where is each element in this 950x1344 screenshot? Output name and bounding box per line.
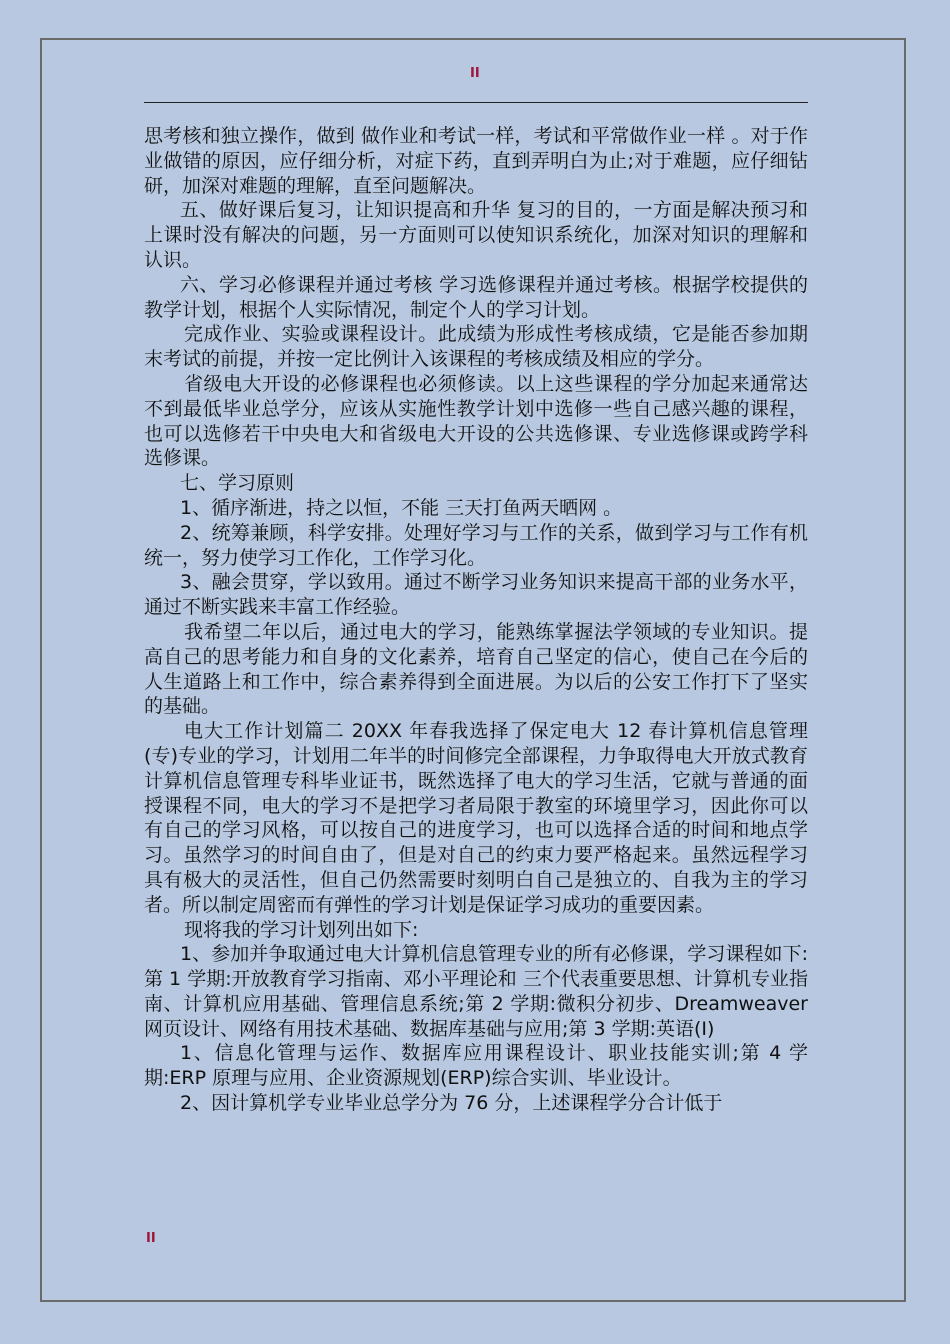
paragraph-4: 完成作业、实验或课程设计。此成绩为形成性考核成绩，它是能否参加期末考试的前提，并按一定比例计入该课程的考核成绩及相应的学分。	[144, 323, 808, 371]
paragraph-2: 五、做好课后复习，让知识提高和升华 复习的目的，一方面是解决预习和上课时没有解决的问题，另一方面则可以使知识系统化，加深对知识的理解和认识。	[144, 199, 808, 271]
header-mark: II	[470, 66, 480, 81]
paragraph-11: 电大工作计划篇二 20XX 年春我选择了保定电大 12 春计算机信息管理(专)专业的学习，计划用二年半的时间修完全部课程，力争取得电大开放式教育计算机信息管理专科毕业证书，既然选择了电大的学习生活，它就与普通的面授课程不同，电大的学习不是把学习者局限于教室的环境里学习，因此你可以有自己的学习风格，可以按自己的进度学习，也可以选择合适的时间和地点学习。虽然学习的时间自由了，但是对自己的约束力要严格起来。虽然远程学习具有极大的灵活性，但自己仍然需要时刻明白自己是独立的、自我为主的学习者。所以制定周密而有弹性的学习计划是保证学习成功的重要因素。	[144, 720, 808, 916]
paragraph-15: 2、因计算机学专业毕业总学分为 76 分，上述课程学分合计低于	[180, 1092, 723, 1115]
paragraph-8: 2、统筹兼顾，科学安排。处理好学习与工作的关系，做到学习与工作有机统一，努力使学习工作化，工作学习化。	[144, 521, 808, 569]
paragraph-12: 现将我的学习计划列出如下:	[184, 918, 419, 941]
paragraph-1: 思考核和独立操作，做到 做作业和考试一样，考试和平常做作业一样 。对于作业做错的原因，应仔细分析，对症下药，直到弄明白为止;对于难题，应仔细钻研，加深对难题的理解，直至问题解决。	[144, 125, 808, 197]
paragraph-13: 1、参加并争取通过电大计算机信息管理专业的所有必修课，学习课程如下:第 1 学期:开放教育学习指南、邓小平理论和 三个代表重要思想、计算机专业指南、计算机应用基础、管理信息系统;第 2 学期:微积分初步、Dreamweaver 网页设计、网络有用技术基础、数据库基础与应用;第 3 学期:英语(I)	[144, 943, 808, 1040]
paragraph-9: 3、融会贯穿，学以致用。通过不断学习业务知识来提高干部的业务水平，通过不断实践来丰富工作经验。	[144, 571, 808, 619]
document-body	[144, 124, 808, 1224]
paragraph-6: 七、学习原则	[180, 472, 295, 495]
header-rule	[144, 102, 808, 103]
paragraph-10: 我希望二年以后，通过电大的学习，能熟练掌握法学领域的专业知识。提高自己的思考能力和自身的文化素养，培育自己坚定的信心，使自己在今后的人生道路上和工作中，综合素养得到全面进展。为以后的公安工作打下了坚实的基础。	[144, 620, 808, 718]
paragraph-3: 六、学习必修课程并通过考核 学习选修课程并通过考核。根据学校提供的教学计划，根据个人实际情况，制定个人的学习计划。	[144, 273, 808, 321]
paragraph-14: 1、信息化管理与运作、数据库应用课程设计、职业技能实训;第 4 学期:ERP 原理与应用、企业资源规划(ERP)综合实训、毕业设计。	[144, 1042, 808, 1090]
paragraph-5: 省级电大开设的必修课程也必须修读。以上这些课程的学分加起来通常达不到最低毕业总学分，应该从实施性教学计划中选修一些自己感兴趣的课程，也可以选修若干中央电大和省级电大开设的公共选修课、专业选修课或跨学科选修课。	[144, 372, 808, 470]
paragraph-7: 1、循序渐进，持之以恒，不能 三天打鱼两天晒网 。	[180, 496, 623, 519]
footer-mark: II	[146, 1231, 156, 1246]
